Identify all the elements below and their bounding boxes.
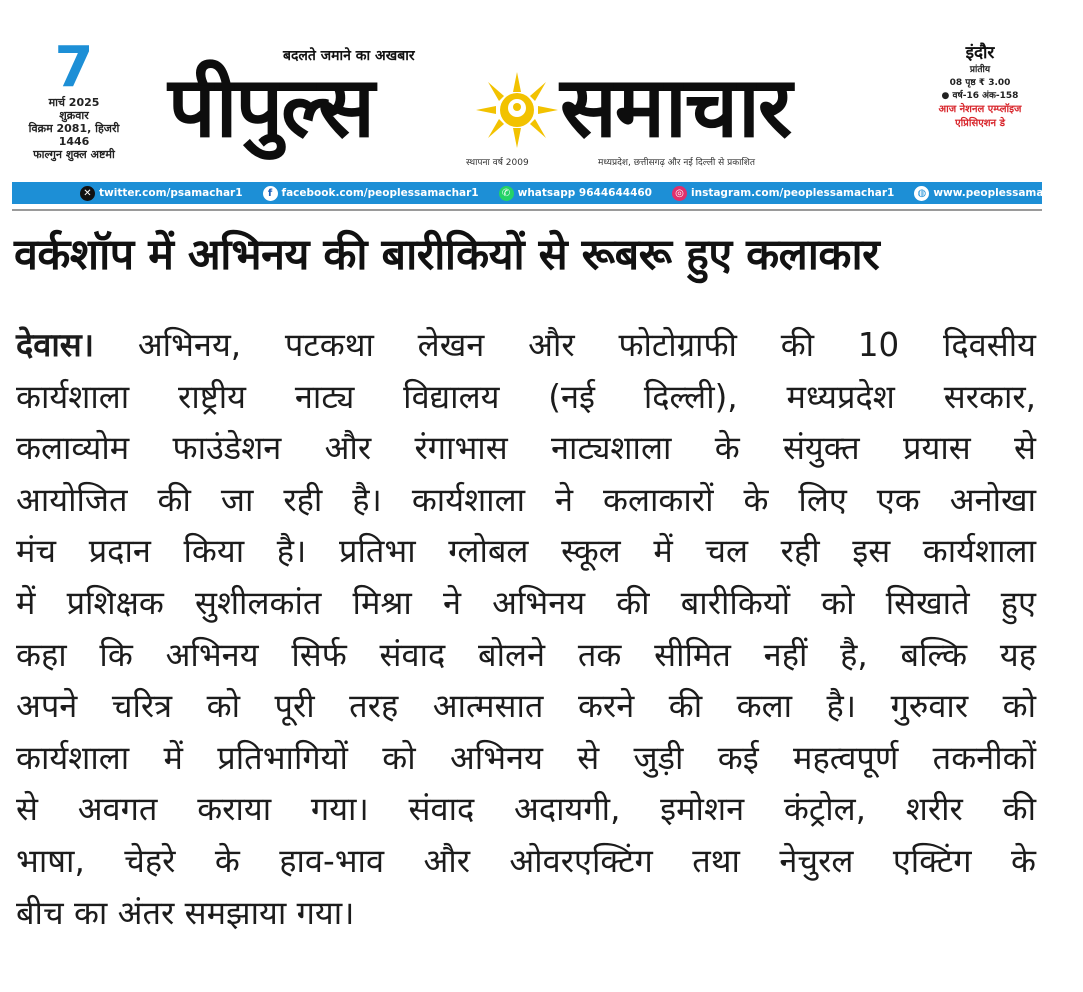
article-line: में प्रशिक्षक सुशीलकांत मिश्रा ने अभिनय की बारीकियों को सिखाते हुए xyxy=(16,583,1036,622)
whatsapp-link[interactable] xyxy=(499,186,652,201)
article-headline: वर्कशॉप में अभिनय की बारीकियों से रूबरू हुए कलाकार xyxy=(14,230,880,280)
pages-price: 08 पृष्ठ ₹ 3.00 xyxy=(949,78,1011,88)
edition-type: प्रांतीय xyxy=(969,65,991,75)
established-year: स्थापना वर्ष 2009 xyxy=(466,158,529,168)
logo-text-right: समाचार xyxy=(560,58,791,156)
article-line: आयोजित की जा रही है। कार्यशाला ने कलाकारों के लिए एक अनोखा xyxy=(16,480,1036,519)
instagram-link[interactable] xyxy=(672,186,894,201)
article-line: कहा कि अभिनय सिर्फ संवाद बोलने तक सीमित नहीं है, बल्कि यह xyxy=(16,635,1036,674)
twitter-handle: twitter.com/psamachar1 xyxy=(99,187,243,199)
article-line: कार्यशाला में प्रतिभागियों को अभिनय से जुड़ी कई महत्वपूर्ण तकनीकों xyxy=(16,738,1036,777)
social-links-bar xyxy=(12,182,1083,204)
article-body xyxy=(16,320,1036,939)
today-day-line2: एप्रिसिएशन डे xyxy=(955,118,1005,129)
volume-issue: ● वर्ष-16 अंक-158 xyxy=(941,91,1019,101)
website-link[interactable] xyxy=(914,186,1083,201)
website-url: www.peoplessamachar.in xyxy=(933,187,1083,199)
date-month-year: मार्च 2025 xyxy=(48,96,100,109)
article-line: अपने चरित्र को पूरी तरह आत्मसात करने की कला है। गुरुवार को xyxy=(16,687,1036,726)
date-weekday: शुक्रवार xyxy=(59,109,89,122)
facebook-link[interactable] xyxy=(263,186,479,201)
date-block xyxy=(14,35,134,161)
masthead xyxy=(0,0,1056,182)
article-line: भाषा, चेहरे के हाव-भाव और ओवरएक्टिंग तथा नेचुरल एक्टिंग के xyxy=(16,841,1036,880)
article-line: कार्यशाला राष्ट्रीय नाट्य विद्यालय (नई दिल्ली), मध्यप्रदेश सरकार, xyxy=(16,377,1036,416)
date-day: 7 xyxy=(54,35,94,100)
edition-city: इंदौर xyxy=(965,43,995,63)
article-line: बीच का अंतर समझाया गया। xyxy=(16,893,355,932)
newspaper-logo xyxy=(168,60,868,154)
article-line-text: अभिनय, पटकथा लेखन और फोटोग्राफी की 10 दिवसीय xyxy=(94,326,1036,364)
published-from: मध्यप्रदेश, छत्तीसगढ़ और नई दिल्ली से प्रकाशित xyxy=(598,158,756,168)
article-line: मंच प्रदान किया है। प्रतिभा ग्लोबल स्कूल में चल रही इस कार्यशाला xyxy=(16,532,1036,571)
date-vikram: विक्रम 2081, हिजरी 1446 xyxy=(28,122,120,148)
article-line: से अवगत कराया गया। संवाद अदायगी, इमोशन कंट्रोल, शरीर की xyxy=(16,790,1036,829)
article-line xyxy=(16,320,1036,372)
twitter-link[interactable] xyxy=(80,186,243,201)
logo-text-left: पीपुल्स xyxy=(168,58,373,156)
edition-info xyxy=(912,42,1048,131)
instagram-handle: instagram.com/peoplessamachar1 xyxy=(691,187,895,199)
sun-emblem-icon xyxy=(474,70,560,150)
date-tithi: फाल्गुन शुक्ल अष्टमी xyxy=(33,148,115,161)
article-line: कलाव्योम फाउंडेशन और रंगाभास नाट्यशाला के संयुक्त प्रयास से xyxy=(16,429,1036,468)
x-twitter-icon: ✕ xyxy=(80,186,95,201)
instagram-icon: ◎ xyxy=(672,186,687,201)
whatsapp-icon: ✆ xyxy=(499,186,514,201)
divider-rule xyxy=(12,209,1042,211)
whatsapp-number: whatsapp 9644644460 xyxy=(517,187,652,199)
today-day-line1: आज नेशनल एम्प्लॉइज xyxy=(938,104,1022,115)
facebook-handle: facebook.com/peoplessamachar1 xyxy=(281,187,479,199)
facebook-icon: f xyxy=(263,186,278,201)
globe-icon: ◍ xyxy=(914,186,929,201)
article-dateline: देवास। xyxy=(16,326,95,364)
tagline: बदलते जमाने का अखबार xyxy=(283,48,415,64)
